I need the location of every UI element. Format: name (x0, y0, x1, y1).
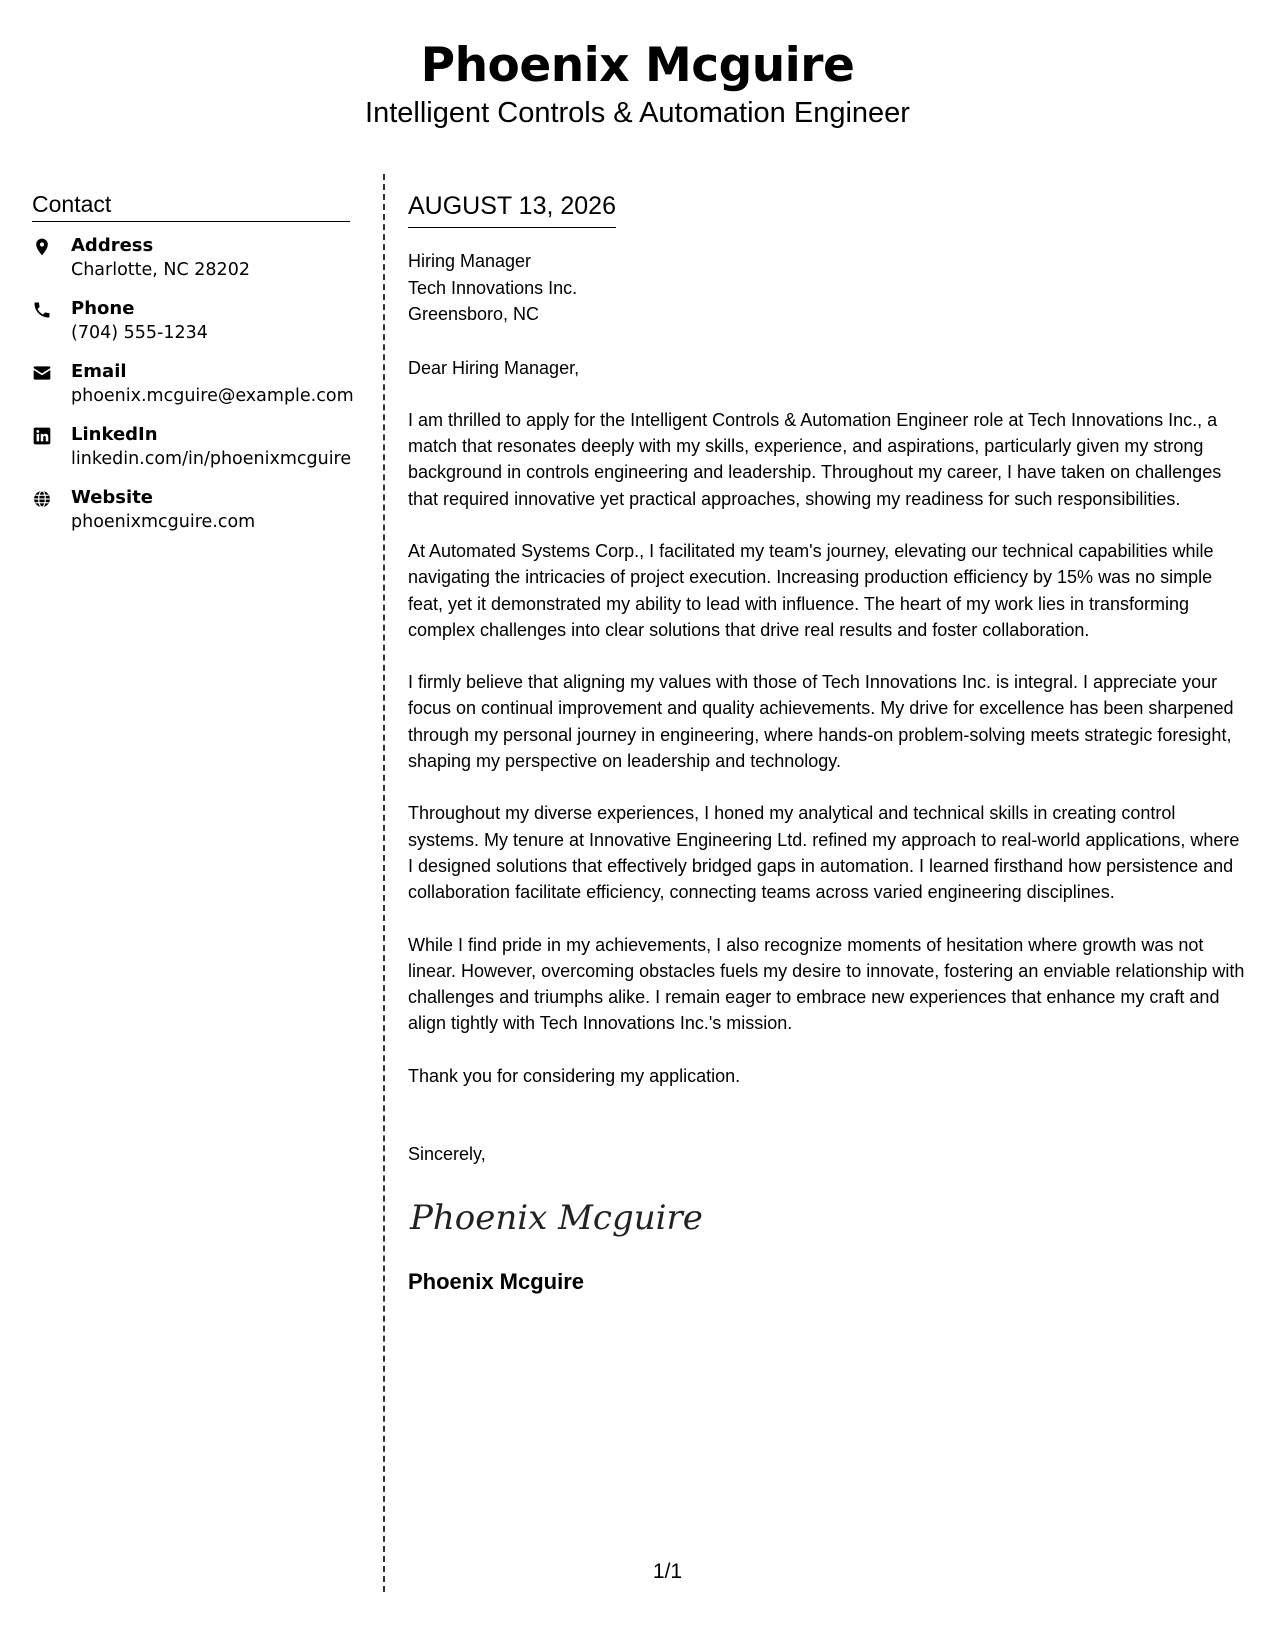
closing-line: Thank you for considering my application. (408, 1065, 741, 1086)
body-paragraph: I firmly believe that aligning my values with those of Tech Innovations Inc. is integral. I appreciate your focus on continual improvement and quality achievements. My drive for excellence has been sharpened through my personal journey in engineering, where hands-on problem-solving meets strategic foresight, shaping my perspective on leadership and technology. (408, 672, 1234, 772)
recipient-line: Tech Innovations Inc. (408, 277, 578, 298)
contact-label: Phone (71, 298, 135, 319)
map-pin-icon (32, 237, 52, 257)
column-divider (383, 174, 385, 1592)
contact-item-phone (32, 297, 350, 360)
contact-item-linkedin (32, 423, 350, 486)
handwritten-signature (408, 1189, 1245, 1249)
linkedin-icon (32, 426, 52, 446)
contact-sidebar (32, 190, 354, 549)
contact-label: Address (71, 235, 154, 256)
body-paragraph: I am thrilled to apply for the Intelligent Controls & Automation Engineer role at Tech Innovations Inc., a match that resonates deeply with my skills, experience, and aspirations, particularly given my strong background in controls engineering and leadership. Throughout my career, I have taken on challenges that required innovative yet practical approaches, showing my readiness for such responsibilities. (408, 409, 1222, 509)
contact-value: phoenixmcguire.com (71, 512, 256, 532)
contact-value: linkedin.com/in/phoenixmcguire (71, 449, 352, 469)
contact-heading: Contact (32, 190, 350, 222)
body-paragraph: At Automated Systems Corp., I facilitated my team's journey, elevating our technical capabilities while navigating the intricacies of project execution. Increasing production efficiency by 15% was no simple feat, yet it demonstrated my ability to lead with influence. The heart of my work lies in transforming complex challenges into clear solutions that drive real results and foster collaboration. (408, 540, 1214, 640)
body-paragraph: While I find pride in my achievements, I also recognize moments of hesitation where growth was not linear. However, overcoming obstacles fuels my desire to innovate, fostering an enviable relationship with challenges and triumphs alike. I remain eager to embrace new experiences that enhance my craft and align tightly with Tech Innovations Inc.'s mission. (408, 934, 1245, 1034)
contact-label: Email (71, 361, 127, 382)
contact-label: Website (71, 487, 154, 508)
salutation: Dear Hiring Manager, (408, 357, 580, 378)
recipient-line: Hiring Manager (408, 251, 532, 271)
phone-icon (32, 300, 52, 320)
envelope-icon (32, 363, 52, 383)
applicant-name: Phoenix Mcguire (420, 38, 855, 93)
body-paragraph: Throughout my diverse experiences, I honed my analytical and technical skills in creating control systems. My tenure at Innovative Engineering Ltd. refined my approach to real-world applications, where I designed solutions that effectively bridged gaps in automation. I learned firsthand how persistence and collaboration facilitate efficiency, connecting teams across varied engineering disciplines. (408, 803, 1240, 903)
contact-label: LinkedIn (71, 424, 158, 445)
contact-list (32, 234, 354, 549)
signoff: Sincerely, (408, 1144, 486, 1165)
contact-item-address (32, 234, 350, 297)
letter-header (0, 38, 1275, 130)
letter-date: AUGUST 13, 2026 (408, 191, 616, 228)
globe-icon (32, 489, 52, 509)
recipient-line: Greensboro, NC (408, 304, 540, 324)
contact-value: phoenix.mcguire@example.com (71, 386, 354, 406)
applicant-title: Intelligent Controls & Automation Engineer (365, 97, 910, 129)
recipient-block (408, 248, 1245, 328)
letter-body (408, 191, 1245, 1296)
page-number: 1/1 (652, 1560, 683, 1583)
contact-value: Charlotte, NC 28202 (71, 260, 250, 280)
signer-name: Phoenix Mcguire (408, 1269, 585, 1295)
contact-item-email (32, 360, 354, 423)
signature-text: Phoenix Mcguire (410, 1198, 703, 1239)
contact-item-website (32, 486, 350, 549)
contact-value: (704) 555-1234 (71, 323, 208, 343)
